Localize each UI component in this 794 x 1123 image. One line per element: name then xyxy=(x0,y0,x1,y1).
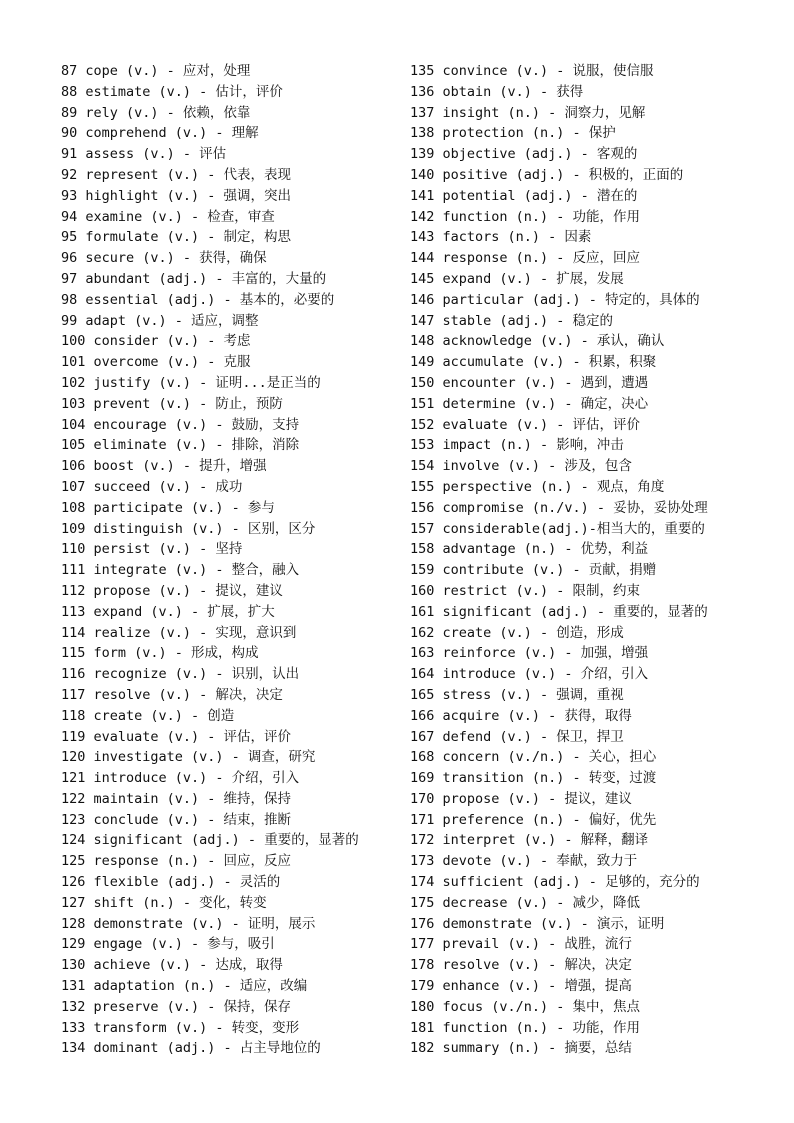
vocabulary-entry: 94 examine (v.) - 检查，审查 xyxy=(61,208,275,225)
vocabulary-entry: 114 realize (v.) - 实现，意识到 xyxy=(61,624,297,641)
vocabulary-entry: 160 restrict (v.) - 限制，约束 xyxy=(410,582,641,599)
vocabulary-entry: 158 advantage (n.) - 优势，利益 xyxy=(410,541,649,558)
vocabulary-entry: 106 boost (v.) - 提升，增强 xyxy=(61,458,267,475)
vocabulary-entry: 139 objective (adj.) - 客观的 xyxy=(410,146,638,163)
vocabulary-entry: 117 resolve (v.) - 解决，决定 xyxy=(61,686,283,703)
vocabulary-entry: 87 cope (v.) - 应对，处理 xyxy=(61,63,251,79)
vocabulary-entry: 142 function (n.) - 功能，作用 xyxy=(410,208,641,225)
vocabulary-entry: 115 form (v.) - 形成，构成 xyxy=(61,645,259,662)
vocabulary-entry: 128 demonstrate (v.) - 证明，展示 xyxy=(61,915,316,932)
vocabulary-entry: 88 estimate (v.) - 估计，评价 xyxy=(61,83,283,100)
vocabulary-entry: 157 considerable(adj.)-相当大的，重要的 xyxy=(410,520,705,537)
vocabulary-entry: 140 positive (adj.) - 积极的，正面的 xyxy=(410,166,684,183)
vocabulary-entry: 119 evaluate (v.) - 评估，评价 xyxy=(61,728,292,745)
vocabulary-entry: 107 succeed (v.) - 成功 xyxy=(61,478,243,495)
vocabulary-entry: 99 adapt (v.) - 适应，调整 xyxy=(61,312,259,329)
vocabulary-entry: 103 prevent (v.) - 防止，预防 xyxy=(61,395,283,412)
vocabulary-entry: 135 convince (v.) - 说服，使信服 xyxy=(410,63,654,79)
vocabulary-entry: 102 justify (v.) - 证明...是正当的 xyxy=(61,374,321,391)
vocabulary-entry: 147 stable (adj.) - 稳定的 xyxy=(410,312,614,329)
vocabulary-entry: 123 conclude (v.) - 结束，推断 xyxy=(61,811,292,828)
vocabulary-entry: 173 devote (v.) - 奉献，致力于 xyxy=(410,853,638,870)
vocabulary-entry: 98 essential (adj.) - 基本的，必要的 xyxy=(61,291,335,308)
vocabulary-entry: 104 encourage (v.) - 鼓励，支持 xyxy=(61,416,300,433)
vocabulary-entry: 136 obtain (v.) - 获得 xyxy=(410,83,584,100)
vocabulary-entry: 180 focus (v./n.) - 集中，焦点 xyxy=(410,998,641,1015)
vocabulary-entry: 144 response (n.) - 反应，回应 xyxy=(410,250,641,267)
vocabulary-entry: 143 factors (n.) - 因素 xyxy=(410,229,592,246)
vocabulary-entry: 134 dominant (adj.) - 占主导地位的 xyxy=(61,1040,321,1057)
vocabulary-entry: 113 expand (v.) - 扩展，扩大 xyxy=(61,603,275,620)
vocabulary-entry: 132 preserve (v.) - 保持，保存 xyxy=(61,998,292,1015)
vocabulary-entry: 110 persist (v.) - 坚持 xyxy=(61,541,243,558)
vocabulary-entry: 127 shift (n.) - 变化，转变 xyxy=(61,894,267,911)
vocabulary-entry: 146 particular (adj.) - 特定的，具体的 xyxy=(410,291,700,308)
vocabulary-entry: 177 prevail (v.) - 战胜，流行 xyxy=(410,936,632,953)
vocabulary-entry: 145 expand (v.) - 扩展，发展 xyxy=(410,270,624,287)
vocabulary-entry: 174 sufficient (adj.) - 足够的，充分的 xyxy=(410,874,700,891)
vocabulary-entry: 171 preference (n.) - 偏好，优先 xyxy=(410,811,657,828)
vocabulary-entry: 170 propose (v.) - 提议，建议 xyxy=(410,790,632,807)
vocabulary-entry: 100 consider (v.) - 考虑 xyxy=(61,333,251,350)
vocabulary-entry: 164 introduce (v.) - 介绍，引入 xyxy=(410,666,649,683)
vocabulary-entry: 172 interpret (v.) - 解释，翻译 xyxy=(410,832,649,849)
vocabulary-entry: 96 secure (v.) - 获得，确保 xyxy=(61,250,267,267)
vocabulary-entry: 155 perspective (n.) - 观点，角度 xyxy=(410,478,665,495)
vocabulary-entry: 148 acknowledge (v.) - 承认，确认 xyxy=(410,333,665,350)
vocabulary-entry: 152 evaluate (v.) - 评估，评价 xyxy=(410,416,641,433)
vocabulary-entry: 166 acquire (v.) - 获得，取得 xyxy=(410,707,632,724)
vocabulary-entry: 179 enhance (v.) - 增强，提高 xyxy=(410,978,632,995)
vocabulary-entry: 161 significant (adj.) - 重要的，显著的 xyxy=(410,603,708,620)
vocabulary-entry: 141 potential (adj.) - 潜在的 xyxy=(410,187,638,204)
vocabulary-entry: 175 decrease (v.) - 减少，降低 xyxy=(410,894,641,911)
vocabulary-entry: 168 concern (v./n.) - 关心，担心 xyxy=(410,749,657,766)
vocabulary-entry: 124 significant (adj.) - 重要的，显著的 xyxy=(61,832,359,849)
vocabulary-entry: 93 highlight (v.) - 强调，突出 xyxy=(61,187,292,204)
vocabulary-entry: 162 create (v.) - 创造，形成 xyxy=(410,624,624,641)
vocabulary-column-right xyxy=(410,61,780,1059)
vocabulary-entry: 156 compromise (n./v.) - 妥协，妥协处理 xyxy=(410,499,708,516)
vocabulary-entry: 154 involve (v.) - 涉及，包含 xyxy=(410,458,632,475)
vocabulary-entry: 167 defend (v.) - 保卫，捍卫 xyxy=(410,728,624,745)
vocabulary-entry: 181 function (n.) - 功能，作用 xyxy=(410,1019,641,1036)
vocabulary-entry: 91 assess (v.) - 评估 xyxy=(61,146,227,163)
vocabulary-entry: 118 create (v.) - 创造 xyxy=(61,707,235,724)
vocabulary-entry: 112 propose (v.) - 提议，建议 xyxy=(61,582,283,599)
vocabulary-entry: 151 determine (v.) - 确定，决心 xyxy=(410,395,649,412)
vocabulary-entry: 122 maintain (v.) - 维持，保持 xyxy=(61,790,292,807)
vocabulary-entry: 153 impact (n.) - 影响，冲击 xyxy=(410,437,624,454)
vocabulary-entry: 169 transition (n.) - 转变，过渡 xyxy=(410,770,657,787)
vocabulary-entry: 126 flexible (adj.) - 灵活的 xyxy=(61,874,281,891)
vocabulary-entry: 121 introduce (v.) - 介绍，引入 xyxy=(61,770,300,787)
vocabulary-entry: 159 contribute (v.) - 贡献，捐赠 xyxy=(410,562,657,579)
vocabulary-entry: 92 represent (v.) - 代表，表现 xyxy=(61,166,292,183)
vocabulary-entry: 129 engage (v.) - 参与，吸引 xyxy=(61,936,275,953)
vocabulary-entry: 131 adaptation (n.) - 适应，改编 xyxy=(61,978,308,995)
vocabulary-entry: 90 comprehend (v.) - 理解 xyxy=(61,125,259,142)
vocabulary-entry: 163 reinforce (v.) - 加强，增强 xyxy=(410,645,649,662)
vocabulary-entry: 178 resolve (v.) - 解决，决定 xyxy=(410,957,632,974)
vocabulary-column-left xyxy=(61,61,431,1059)
vocabulary-entry: 149 accumulate (v.) - 积累，积聚 xyxy=(410,354,657,371)
vocabulary-entry: 109 distinguish (v.) - 区别，区分 xyxy=(61,520,316,537)
vocabulary-entry: 111 integrate (v.) - 整合，融入 xyxy=(61,562,300,579)
vocabulary-entry: 105 eliminate (v.) - 排除，消除 xyxy=(61,437,300,454)
vocabulary-entry: 108 participate (v.) - 参与 xyxy=(61,499,275,516)
vocabulary-entry: 89 rely (v.) - 依赖，依靠 xyxy=(61,104,251,121)
vocabulary-entry: 138 protection (n.) - 保护 xyxy=(410,125,616,142)
vocabulary-entry: 125 response (n.) - 回应，反应 xyxy=(61,853,292,870)
vocabulary-entry: 165 stress (v.) - 强调，重视 xyxy=(410,686,624,703)
vocabulary-entry: 150 encounter (v.) - 遇到，遭遇 xyxy=(410,374,649,391)
vocabulary-entry: 137 insight (n.) - 洞察力，见解 xyxy=(410,104,646,121)
vocabulary-entry: 176 demonstrate (v.) - 演示，证明 xyxy=(410,915,665,932)
vocabulary-entry: 97 abundant (adj.) - 丰富的，大量的 xyxy=(61,270,327,287)
vocabulary-entry: 182 summary (n.) - 摘要，总结 xyxy=(410,1040,632,1057)
vocabulary-entry: 133 transform (v.) - 转变，变形 xyxy=(61,1019,300,1036)
vocabulary-entry: 130 achieve (v.) - 达成，取得 xyxy=(61,957,283,974)
vocabulary-entry: 116 recognize (v.) - 识别，认出 xyxy=(61,666,300,683)
vocabulary-entry: 101 overcome (v.) - 克服 xyxy=(61,354,251,371)
vocabulary-entry: 95 formulate (v.) - 制定，构思 xyxy=(61,229,292,246)
vocabulary-entry: 120 investigate (v.) - 调查，研究 xyxy=(61,749,316,766)
